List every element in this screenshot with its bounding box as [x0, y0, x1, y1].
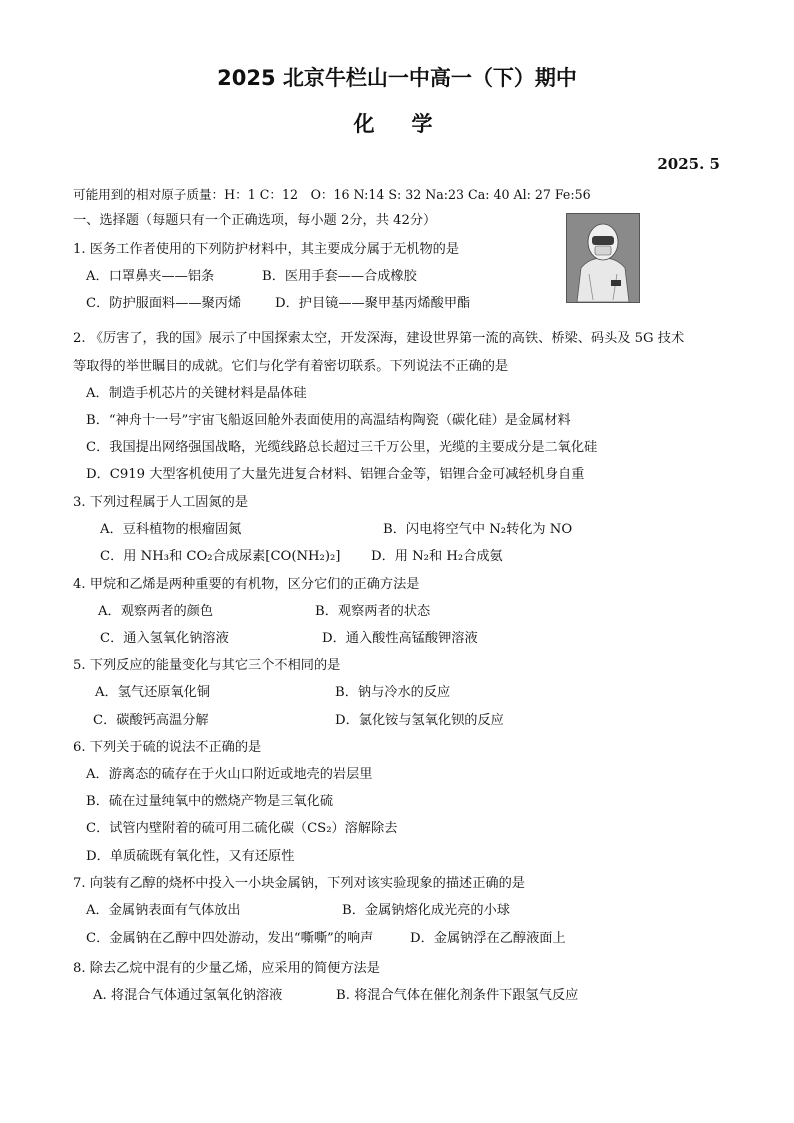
question-8-stem: 8. 除去乙烷中混有的少量乙烯，应采用的简便方法是 [73, 961, 380, 976]
question-2-option-d[interactable]: D．C919 大型客机使用了大量先进复合材料、铝锂合金等，铝锂合金可减轻机身自重 [86, 467, 585, 482]
question-3-stem: 3. 下列过程属于人工固氮的是 [73, 495, 249, 510]
question-7-stem: 7. 向装有乙醇的烧杯中投入一小块金属钠，下列对该实验现象的描述正确的是 [73, 876, 525, 891]
question-6-option-d[interactable]: D．单质硫既有氧化性，又有还原性 [86, 849, 295, 864]
question-3-option-d[interactable]: D．用 N₂和 H₂合成氨 [371, 549, 503, 564]
question-4-option-d[interactable]: D．通入酸性高锰酸钾溶液 [322, 631, 478, 646]
question-7-option-d[interactable]: D．金属钠浮在乙醇液面上 [410, 931, 566, 946]
question-5-option-c[interactable]: C．碳酸钙高温分解 [93, 713, 209, 728]
question-5-option-d[interactable]: D．氯化铵与氢氧化钡的反应 [335, 713, 504, 728]
question-6-stem: 6. 下列关于硫的说法不正确的是 [73, 740, 262, 755]
question-7-option-c[interactable]: C．金属钠在乙醇中四处游动，发出“嘶嘶”的响声 [86, 931, 374, 946]
question-5-stem: 5. 下列反应的能量变化与其它三个不相同的是 [73, 658, 341, 673]
question-5-option-b[interactable]: B．钠与冷水的反应 [335, 685, 451, 700]
subject-title: 化 学 [353, 112, 441, 136]
section-heading: 一、选择题（每题只有一个正确选项，每小题 2分，共 42分） [73, 213, 437, 228]
medical-worker-photo [566, 213, 640, 303]
question-5-option-a[interactable]: A．氢气还原氧化铜 [95, 685, 211, 700]
question-2-stem-line-1: 2. 《厉害了，我的国》展示了中国探索太空，开发深海，建设世界第一流的高铁、桥梁、码头及 5G 技术 [73, 331, 685, 346]
question-7-option-b[interactable]: B．金属钠熔化成光亮的小球 [342, 903, 510, 918]
question-1-option-d[interactable]: D．护目镜——聚甲基丙烯酸甲酯 [275, 296, 471, 311]
question-6-option-a[interactable]: A．游离态的硫存在于火山口附近或地壳的岩层里 [86, 767, 373, 782]
exam-date: 2025. 5 [657, 155, 720, 173]
question-1-option-a[interactable]: A．口罩鼻夹——铝条 [86, 269, 215, 284]
question-8-option-b[interactable]: B. 将混合气体在催化剂条件下跟氢气反应 [336, 988, 579, 1003]
question-3-option-a[interactable]: A．豆科植物的根瘤固氮 [100, 522, 242, 537]
question-4-option-a[interactable]: A．观察两者的颜色 [98, 604, 214, 619]
question-2-option-b[interactable]: B．“神舟十一号”宇宙飞船返回舱外表面使用的高温结构陶瓷（碳化硅）是金属材料 [86, 413, 571, 428]
atomic-masses: 可能用到的相对原子质量：H：1 C：12 O：16 N:14 S: 32 Na:23 Ca: 40 Al: 27 Fe:56 [73, 187, 591, 202]
question-3-option-c[interactable]: C．用 NH₃和 CO₂合成尿素[CO(NH₂)₂] [100, 549, 341, 564]
question-6-option-b[interactable]: B．硫在过量纯氧中的燃烧产物是三氧化硫 [86, 794, 334, 809]
question-8-option-a[interactable]: A. 将混合气体通过氢氧化钠溶液 [93, 988, 283, 1003]
question-1-stem: 1. 医务工作者使用的下列防护材料中，其主要成分属于无机物的是 [73, 242, 460, 257]
page-title: 2025 北京牛栏山一中高一（下）期中 [217, 66, 577, 90]
question-1-option-b[interactable]: B．医用手套——合成橡胶 [262, 269, 417, 284]
question-2-option-a[interactable]: A．制造手机芯片的关键材料是晶体硅 [86, 386, 307, 401]
question-1-option-c[interactable]: C．防护服面料——聚丙烯 [86, 296, 242, 311]
question-7-option-a[interactable]: A．金属钠表面有气体放出 [86, 903, 241, 918]
question-4-option-c[interactable]: C．通入氢氧化钠溶液 [100, 631, 229, 646]
question-4-stem: 4. 甲烷和乙烯是两种重要的有机物，区分它们的正确方法是 [73, 577, 420, 592]
question-4-option-b[interactable]: B．观察两者的状态 [315, 604, 431, 619]
question-2-stem-line-2: 等取得的举世瞩目的成就。它们与化学有着密切联系。下列说法不正确的是 [73, 359, 509, 374]
question-2-option-c[interactable]: C．我国提出网络强国战略，光缆线路总长超过三千万公里，光缆的主要成分是二氧化硅 [86, 440, 598, 455]
question-6-option-c[interactable]: C．试管内壁附着的硫可用二硫化碳（CS₂）溶解除去 [86, 821, 398, 836]
question-3-option-b[interactable]: B．闪电将空气中 N₂转化为 NO [383, 522, 573, 537]
